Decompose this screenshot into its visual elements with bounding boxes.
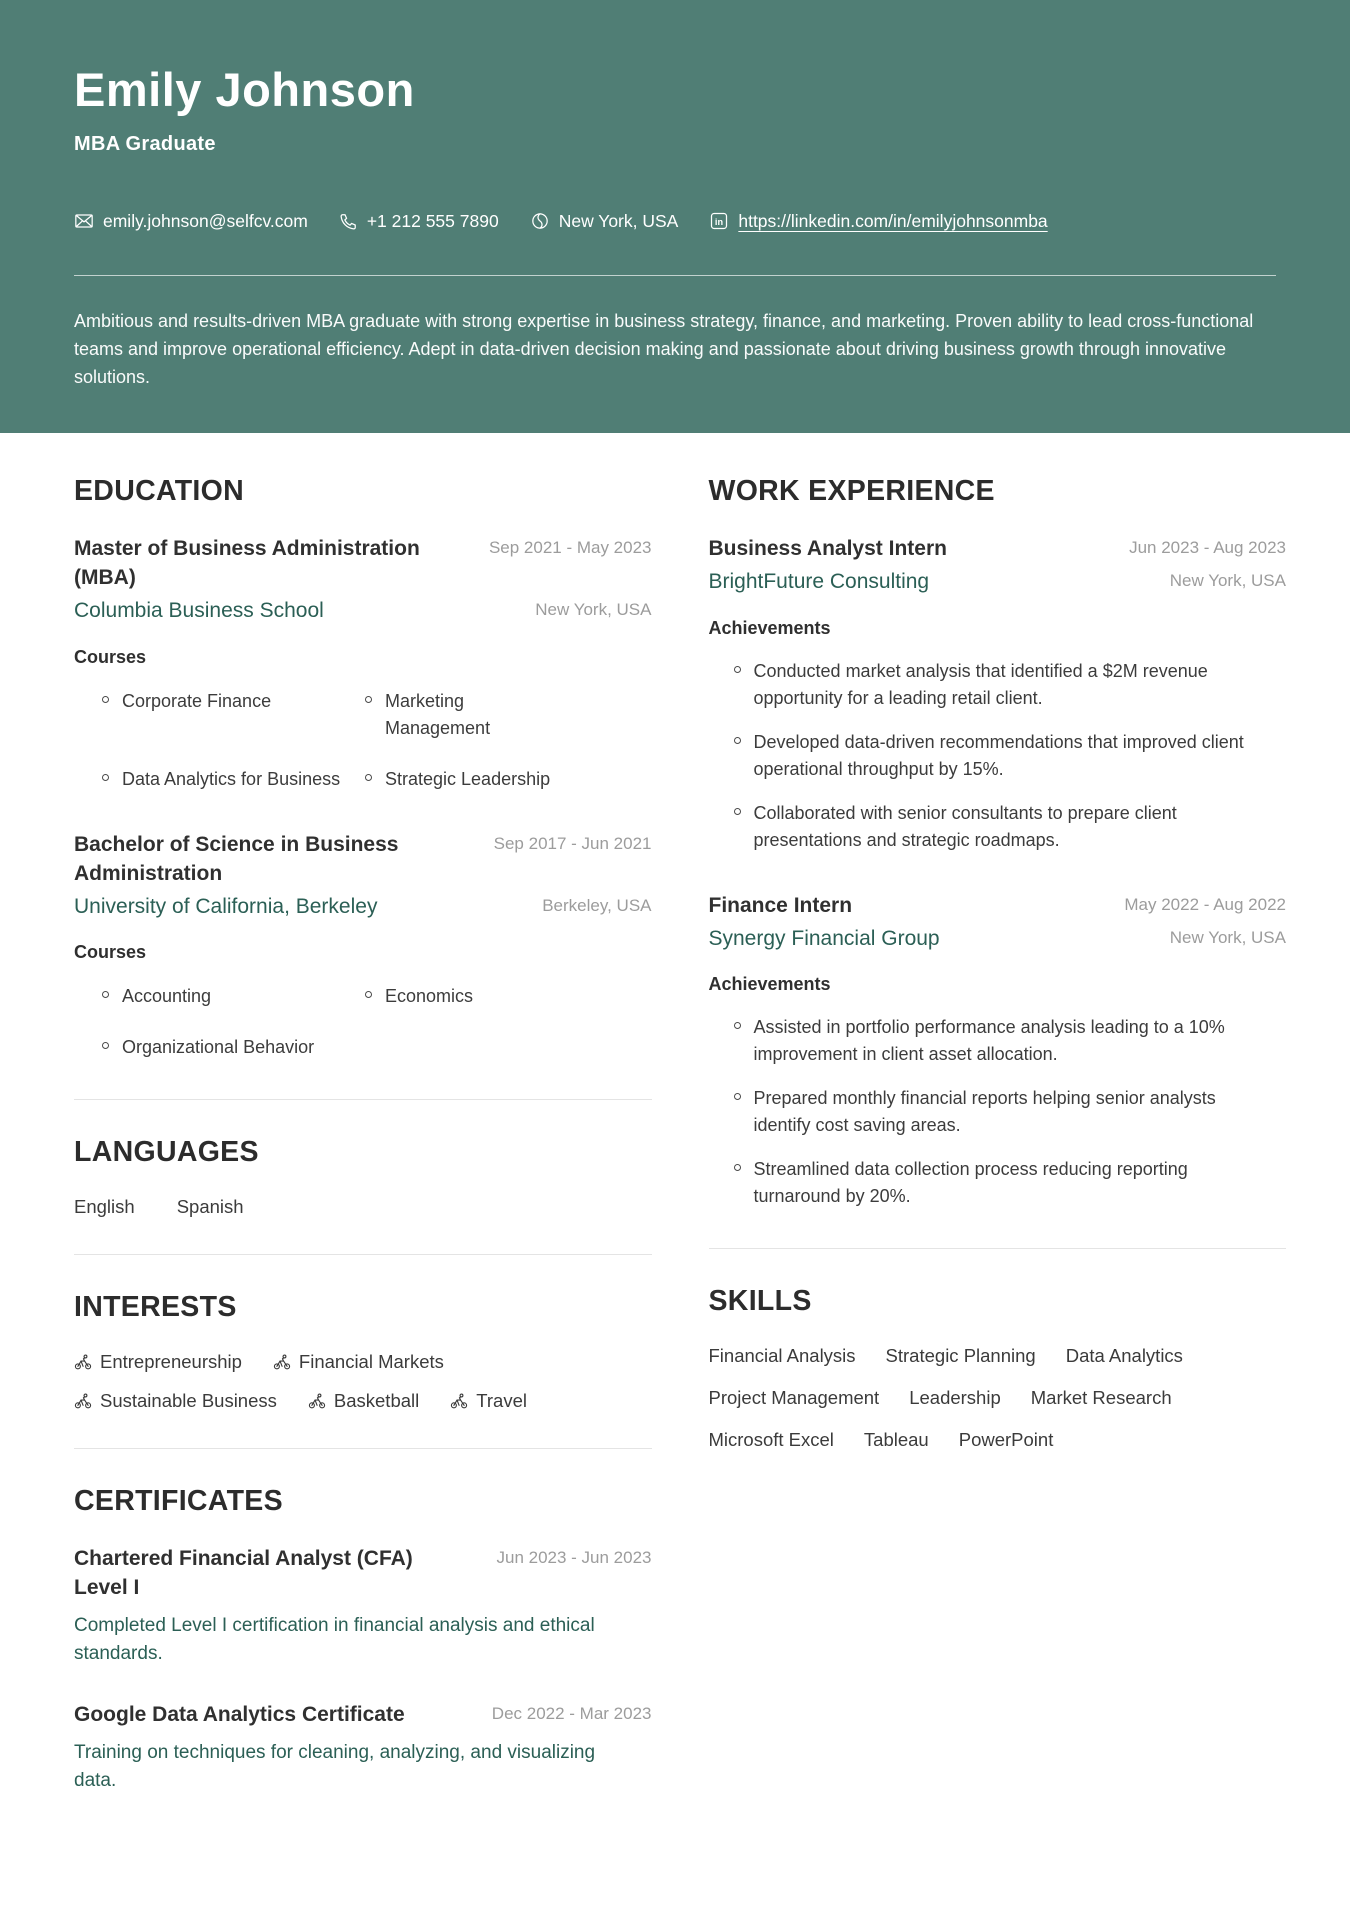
- certificate-entry: [74, 1545, 652, 1669]
- bullet-icon: [102, 1042, 109, 1049]
- skill-item: Microsoft Excel: [708, 1429, 834, 1451]
- achievements-list: [709, 658, 1287, 854]
- courses-list: [74, 983, 652, 1061]
- bullet-icon: [102, 991, 109, 998]
- interest-item: [273, 1351, 444, 1373]
- course-item: [102, 1034, 365, 1061]
- job-title: Business Analyst Intern: [708, 537, 947, 561]
- skill-item: PowerPoint: [958, 1429, 1054, 1451]
- company-name: Synergy Financial Group: [708, 926, 940, 950]
- section-heading-interests: INTERESTS: [74, 1291, 237, 1323]
- section-heading-education: EDUCATION: [74, 475, 244, 508]
- cyclist-icon: [308, 1392, 326, 1410]
- achievement-item-text: Conducted market analysis that identified a $2M revenue opportunity for a leading retail client.: [753, 660, 1208, 708]
- course-item: [365, 688, 652, 742]
- course-item-text: Organizational Behavior: [122, 1037, 315, 1057]
- section-divider: [709, 1248, 1287, 1249]
- phone-icon: [339, 212, 358, 231]
- work-entries: [709, 535, 1287, 1210]
- date-range: Jun 2023 - Jun 2023: [496, 1548, 652, 1567]
- cyclist-icon: [74, 1353, 92, 1371]
- certificate-entries: [74, 1545, 652, 1796]
- person-name: Emily Johnson: [74, 63, 415, 116]
- interest-label: Travel: [476, 1390, 527, 1411]
- education-entries: [74, 535, 652, 1061]
- courses-label: Courses: [74, 942, 147, 962]
- phone-text: +1 212 555 7890: [366, 210, 499, 231]
- bullet-icon: [734, 1022, 741, 1029]
- courses-label: Courses: [74, 646, 147, 667]
- achievement-item: [734, 1156, 1287, 1210]
- certificate-description: Completed Level I certification in financial analysis and ethical standards.: [74, 1614, 595, 1665]
- interest-label: Financial Markets: [298, 1351, 444, 1372]
- certificate-entry: [74, 1701, 652, 1796]
- language-item: Spanish: [176, 1196, 244, 1217]
- course-item-text: Strategic Leadership: [385, 768, 551, 789]
- location-label: New York, USA: [1169, 571, 1286, 591]
- date-range: Sep 2017 - Jun 2021: [493, 833, 652, 853]
- globe-icon: [530, 211, 550, 231]
- bullet-icon: [365, 696, 372, 703]
- achievement-item-text: Streamlined data collection process reducing reporting turnaround by 20%.: [753, 1159, 1188, 1207]
- achievement-item: [734, 1085, 1287, 1139]
- email-text: emily.johnson@selfcv.com: [103, 210, 308, 231]
- section-divider: [74, 1448, 652, 1449]
- achievement-item: [734, 658, 1287, 712]
- section-heading-work: WORK EXPERIENCE: [708, 475, 995, 508]
- bullet-icon: [365, 774, 372, 781]
- location-label: Berkeley, USA: [542, 895, 652, 915]
- right-column: [709, 475, 1287, 1827]
- resume-body: [0, 433, 1350, 1897]
- left-column: [74, 475, 652, 1827]
- skill-item: Financial Analysis: [708, 1345, 856, 1367]
- resume-header: [0, 0, 1350, 433]
- date-range: Dec 2022 - Mar 2023: [491, 1703, 652, 1723]
- achievement-item-text: Assisted in portfolio performance analysis leading to a 10% improvement in client asset allocation.: [753, 1017, 1225, 1065]
- school-name: Columbia Business School: [74, 599, 324, 623]
- bullet-icon: [365, 991, 372, 998]
- bullet-icon: [734, 737, 741, 744]
- achievement-item-text: Prepared monthly financial reports helping senior analysts identify cost saving areas.: [753, 1088, 1216, 1136]
- interest-item: [74, 1351, 242, 1373]
- languages-list: [74, 1196, 652, 1218]
- language-item: English: [74, 1196, 135, 1217]
- achievement-item-text: Developed data-driven recommendations that improved client operational throughput by 15%.: [753, 731, 1244, 779]
- education-entry: [74, 535, 652, 792]
- course-item: [102, 688, 365, 742]
- header-divider: [74, 275, 1276, 276]
- course-item: [365, 983, 652, 1010]
- section-heading-skills: SKILLS: [708, 1285, 812, 1318]
- bullet-icon: [734, 1093, 741, 1100]
- email-icon: [74, 211, 94, 231]
- certificate-title: Chartered Financial Analyst (CFA) Level I: [74, 1547, 413, 1599]
- contact-linkedin-link[interactable]: [709, 211, 1047, 232]
- skills-list: [709, 1345, 1287, 1451]
- skill-item: Data Analytics: [1065, 1345, 1183, 1367]
- linkedin-icon: [709, 211, 729, 231]
- cyclist-icon: [450, 1392, 468, 1410]
- course-item: [102, 983, 365, 1010]
- education-entry: [74, 831, 652, 1061]
- bullet-icon: [102, 774, 109, 781]
- contact-phone: [339, 211, 499, 232]
- course-item-text: Economics: [385, 986, 474, 1006]
- section-divider: [74, 1099, 652, 1100]
- interests-list: [74, 1351, 652, 1412]
- section-heading-certificates: CERTIFICATES: [74, 1485, 283, 1517]
- bullet-icon: [734, 1164, 741, 1171]
- date-range: Jun 2023 - Aug 2023: [1129, 538, 1286, 558]
- course-item-text: Marketing Management: [385, 690, 491, 738]
- job-title: Finance Intern: [708, 893, 853, 917]
- interest-label: Basketball: [333, 1390, 420, 1411]
- section-heading-languages: LANGUAGES: [74, 1136, 259, 1168]
- achievements-list: [709, 1014, 1287, 1210]
- work-entry: [709, 892, 1287, 1210]
- achievement-item: [734, 1014, 1287, 1068]
- location-label: New York, USA: [535, 600, 652, 620]
- svg-text:in: in: [715, 217, 724, 228]
- contact-row: [74, 211, 1276, 232]
- date-range: Sep 2021 - May 2023: [488, 538, 652, 558]
- company-name: BrightFuture Consulting: [708, 570, 930, 594]
- course-item-text: Data Analytics for Business: [122, 768, 341, 789]
- bullet-icon: [734, 808, 741, 815]
- person-job-title: MBA Graduate: [74, 132, 216, 155]
- bullet-icon: [102, 696, 109, 703]
- course-item: [102, 766, 365, 793]
- interest-label: Entrepreneurship: [100, 1351, 242, 1372]
- contact-email: [74, 211, 308, 232]
- work-entry: [709, 535, 1287, 853]
- interest-item: [450, 1390, 527, 1412]
- certificate-description: Training on techniques for cleaning, analyzing, and visualizing data.: [74, 1741, 596, 1792]
- degree-title: Master of Business Administration (MBA): [74, 537, 420, 590]
- degree-title: Bachelor of Science in Business Administration: [74, 832, 399, 885]
- location-text: New York, USA: [558, 210, 679, 231]
- cyclist-icon: [273, 1353, 291, 1371]
- interest-item: [308, 1390, 419, 1412]
- location-label: New York, USA: [1169, 927, 1286, 947]
- courses-list: [74, 688, 652, 793]
- cyclist-icon: [74, 1392, 92, 1410]
- course-item: [365, 766, 652, 793]
- interest-label: Sustainable Business: [100, 1390, 277, 1411]
- interest-item: [74, 1390, 277, 1412]
- section-divider: [74, 1254, 652, 1255]
- skill-item: Project Management: [708, 1387, 880, 1409]
- linkedin-text: https://linkedin.com/in/emilyjohnsonmba: [738, 210, 1048, 231]
- contact-location: [530, 211, 679, 232]
- skill-item: Market Research: [1030, 1387, 1172, 1409]
- skill-item: Strategic Planning: [885, 1345, 1036, 1367]
- achievement-item-text: Collaborated with senior consultants to prepare client presentations and strategic roadmaps.: [753, 802, 1177, 850]
- summary-text: Ambitious and results-driven MBA graduate with strong expertise in business strategy, finance, and marketing. Proven ability to lead cross-functional teams and improve operational efficiency. Adept in data-driven decision making and passionate about driving business growth through innovative solutions.: [74, 310, 1254, 388]
- achievements-label: Achievements: [708, 617, 831, 638]
- achievements-label: Achievements: [708, 974, 831, 995]
- bullet-icon: [734, 666, 741, 673]
- achievement-item: [734, 800, 1287, 854]
- skill-item: Tableau: [863, 1429, 929, 1451]
- achievement-item: [734, 729, 1287, 783]
- course-item-text: Corporate Finance: [122, 690, 272, 711]
- school-name: University of California, Berkeley: [74, 894, 378, 918]
- course-item-text: Accounting: [122, 986, 212, 1006]
- date-range: May 2022 - Aug 2022: [1124, 894, 1286, 914]
- skill-item: Leadership: [909, 1387, 1001, 1409]
- certificate-title: Google Data Analytics Certificate: [74, 1702, 405, 1726]
